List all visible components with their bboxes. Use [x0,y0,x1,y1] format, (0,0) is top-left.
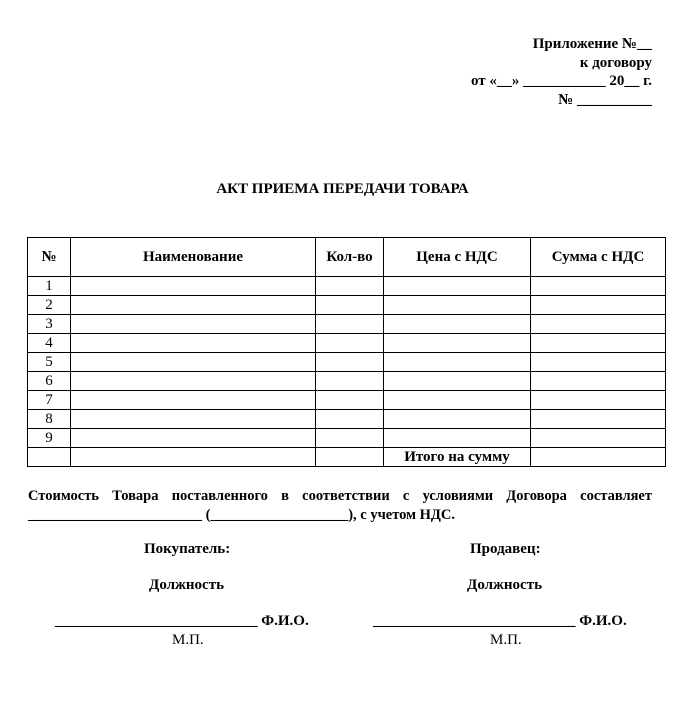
cell-price[interactable] [384,353,531,372]
cell-sum[interactable] [531,334,666,353]
contract-number: № __________ [558,91,652,108]
cell-quantity[interactable] [316,391,384,410]
col-header-number: № [28,238,71,277]
cell-quantity[interactable] [316,353,384,372]
document-title: АКТ ПРИЕМА ПЕРЕДАЧИ ТОВАРА [216,181,469,197]
table-row [28,277,666,296]
total-sum-cell[interactable] [531,448,666,467]
row-number: 5 [28,353,71,372]
total-empty-cell [71,448,316,467]
cell-sum[interactable] [531,296,666,315]
appendix-number: Приложение №__ [532,36,652,52]
cell-name[interactable] [71,429,316,448]
total-empty-cell [316,448,384,467]
table-row [28,429,666,448]
seller-label: Продавец: [470,541,541,557]
row-number: 7 [28,391,71,410]
cell-price[interactable] [384,410,531,429]
contract-date: от «__» ___________ 20__ г. [470,73,652,89]
cell-sum[interactable] [531,372,666,391]
cell-sum[interactable] [531,277,666,296]
row-number: 6 [28,372,71,391]
cell-name[interactable] [71,372,316,391]
cell-price[interactable] [384,296,531,315]
buyer-label: Покупатель: [144,541,231,557]
cell-name[interactable] [71,296,316,315]
cell-quantity[interactable] [316,410,384,429]
table-row [28,353,666,372]
buyer-stamp-label: М.П. [172,632,204,648]
cell-name[interactable] [71,353,316,372]
cell-name[interactable] [71,334,316,353]
col-header-sum: Сумма с НДС [531,238,666,277]
table-row [28,334,666,353]
table-row [28,410,666,429]
row-number: 2 [28,296,71,315]
cell-sum[interactable] [531,429,666,448]
table-row [28,296,666,315]
cell-quantity[interactable] [316,277,384,296]
contract-ref: к договору [579,54,652,71]
cell-price[interactable] [384,429,531,448]
cell-price[interactable] [384,334,531,353]
cell-price[interactable] [384,277,531,296]
seller-stamp-label: М.П. [490,632,522,648]
cell-name[interactable] [71,315,316,334]
row-number: 1 [28,277,71,296]
goods-table [27,237,666,467]
row-number: 8 [28,410,71,429]
cell-price[interactable] [384,315,531,334]
cell-quantity[interactable] [316,315,384,334]
cost-statement-line1: Стоимость Товара поставленного в соответствии с условиями Договора составляет [28,488,652,504]
col-header-price: Цена с НДС [384,238,531,277]
cell-quantity[interactable] [316,372,384,391]
cell-price[interactable] [384,391,531,410]
cell-name[interactable] [71,277,316,296]
appendix-header [471,35,652,109]
cost-statement-line2: ________________________ (___________________), с учетом НДС. [28,507,455,523]
cell-sum[interactable] [531,315,666,334]
col-header-quantity: Кол-во [316,238,384,277]
cell-name[interactable] [71,410,316,429]
cell-quantity[interactable] [316,334,384,353]
table-row [28,315,666,334]
cell-name[interactable] [71,391,316,410]
row-number: 4 [28,334,71,353]
cell-price[interactable] [384,372,531,391]
row-number: 3 [28,315,71,334]
buyer-signature-line[interactable]: ___________________________ Ф.И.О. [55,613,309,629]
table-row [28,391,666,410]
row-number: 9 [28,429,71,448]
table-row [28,372,666,391]
cost-statement [28,487,652,525]
cell-quantity[interactable] [316,429,384,448]
table-header-row [28,238,666,277]
seller-signature-line[interactable]: ___________________________ Ф.И.О. [373,613,627,629]
col-header-name: Наименование [71,238,316,277]
cell-sum[interactable] [531,391,666,410]
cell-quantity[interactable] [316,296,384,315]
total-empty-cell [28,448,71,467]
total-label: Итого на сумму [384,448,531,467]
cell-sum[interactable] [531,410,666,429]
cell-sum[interactable] [531,353,666,372]
buyer-position: Должность [149,577,225,593]
seller-position: Должность [467,577,543,593]
total-row [28,448,666,467]
